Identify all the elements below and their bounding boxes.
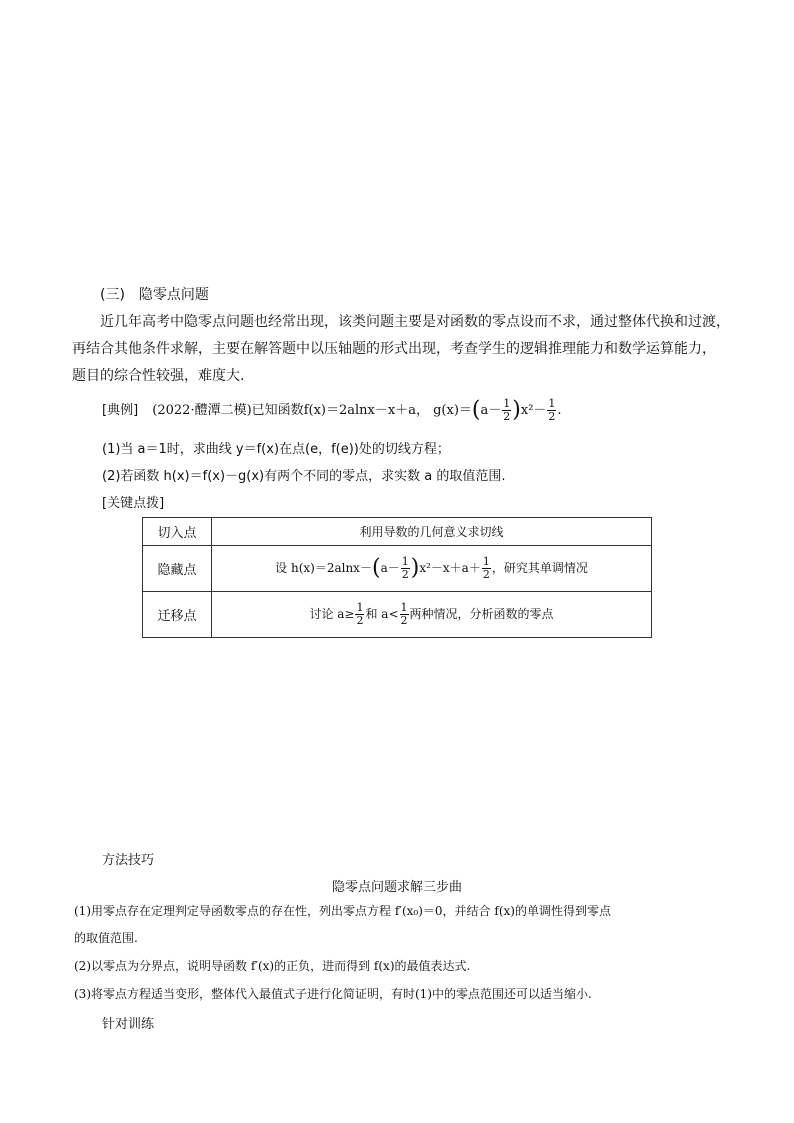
key-points-table xyxy=(142,517,652,638)
method-title: 隐零点问题求解三步曲 xyxy=(331,880,462,895)
method-label: 方法技巧 xyxy=(102,853,155,868)
example-stem-prefix: 已知函数 xyxy=(251,403,304,418)
method-step-3: (3)将零点方程适当变形，整体代入最值式子进行化简证明，有时(1)中的零点范围还可以适当缩小. xyxy=(74,987,592,1001)
example-stem xyxy=(102,398,562,423)
row-head-hidden: 隐藏点 xyxy=(143,546,212,592)
question-2: (2)若函数 h(x)＝f(x)－g(x)有两个不同的零点，求实数 a 的取值范围. xyxy=(102,469,506,484)
example-source: (2022·醴潭二模) xyxy=(152,403,252,418)
g-definition: g(x)＝(a－ $\frac{1}{2}$ )x²－ $\frac{1}{2}$ . xyxy=(433,397,562,423)
intro-line-2: 再结合其他条件求解，主要在解答题中以压轴题的形式出现，考查学生的逻辑推理能力和数学运算能力， xyxy=(72,341,716,357)
section-heading: (三) 隐零点问题 xyxy=(100,287,209,303)
example-label: [典例] xyxy=(102,403,139,418)
intro-line-3: 题目的综合性较强，难度大. xyxy=(72,368,245,384)
row-content-transfer: 讨论 a≥ $\frac{1}{2}$ 和 a< $\frac{1}{2}$ 两种情况，分析函数的零点 xyxy=(212,592,652,638)
f-definition: f(x)＝2alnx－x＋a， xyxy=(303,403,429,418)
question-1: (1)当 a＝1时，求曲线 y＝f(x)在点(e，f(e))处的切线方程； xyxy=(102,442,450,457)
row-content-entry: 利用导数的几何意义求切线 xyxy=(212,518,652,546)
intro-line-1: 近几年高考中隐零点问题也经常出现，该类问题主要是对函数的零点设而不求，通过整体代换和过渡， xyxy=(100,314,730,330)
practice-label: 针对训练 xyxy=(102,1017,155,1032)
method-step-1-cont: 的取值范围. xyxy=(74,931,138,945)
method-step-2: (2)以零点为分界点，说明导函数 f′(x)的正负，进而得到 f(x)的最值表达式. xyxy=(74,959,471,973)
row-head-transfer: 迁移点 xyxy=(143,592,212,638)
row-content-hidden: 设 h(x)＝2alnx－(a－ $\frac{1}{2}$ )x²－x＋a＋ $\frac{1}{2}$ ，研究其单调情况 xyxy=(212,546,652,592)
row-head-entry: 切入点 xyxy=(143,518,212,546)
method-step-1: (1)用零点存在定理判定导函数零点的存在性，列出零点方程 f′(x₀)＝0，并结合 f(x)的单调性得到零点 xyxy=(74,904,611,918)
key-points-label: [关键点拨] xyxy=(102,496,165,511)
table-row xyxy=(143,546,652,592)
table-row xyxy=(143,518,652,546)
table-row xyxy=(143,592,652,638)
